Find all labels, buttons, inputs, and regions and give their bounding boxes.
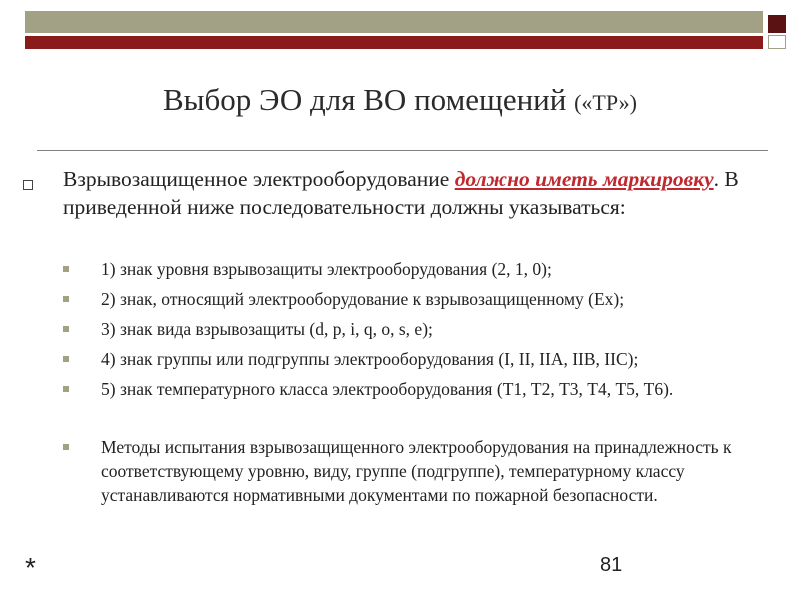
header-olive-bar (25, 11, 763, 33)
main-text-intro: Взрывозащищенное электрооборудование (63, 167, 455, 191)
list-item-text: 5) знак температурного класса электрооборудования (Т1, Т2, Т3, Т4, Т5, Т6). (101, 379, 674, 399)
list-item (63, 435, 793, 507)
footer-asterisk: * (25, 552, 36, 583)
square-bullet-icon (63, 386, 69, 392)
square-bullet-icon (63, 356, 69, 362)
list-item-text: 3) знак вида взрывозащиты (d, p, i, q, o, s, e); (101, 319, 433, 339)
header-square-outline (768, 35, 786, 49)
marking-list (63, 257, 793, 513)
square-bullet-icon (23, 180, 33, 190)
list-item-text: 1) знак уровня взрывозащиты электрооборудования (2, 1, 0); (101, 259, 552, 279)
list-item (63, 317, 793, 341)
square-bullet-icon (63, 326, 69, 332)
main-paragraph (63, 165, 791, 221)
list-item (63, 377, 793, 401)
header-square-dark (768, 15, 786, 33)
square-bullet-icon (63, 296, 69, 302)
header-decoration (25, 11, 789, 49)
header-red-bar (25, 36, 763, 49)
list-item (63, 287, 793, 311)
page-number: 81 (600, 554, 623, 576)
square-bullet-icon (63, 444, 69, 450)
list-item (63, 347, 793, 371)
slide-title (0, 82, 800, 118)
title-divider (37, 150, 768, 151)
list-item (63, 257, 793, 281)
list-item-text: Методы испытания взрывозащищенного электрооборудования на принадлежность к соответствующему уровню, виду, группе (подгруппе), температурному классу устанавливаются нормативными документами по пожарной безопасности. (101, 437, 732, 505)
slide-title-main: Выбор ЭО для ВО помещений (163, 82, 575, 117)
square-bullet-icon (63, 266, 69, 272)
list-item-text: 4) знак группы или подгруппы электрооборудования (I, II, IIA, IIB, IIC); (101, 349, 639, 369)
main-text-rest: . В приведенной ниже последовательности должны указываться: (63, 167, 739, 219)
list-item-text: 2) знак, относящий электрооборудование к взрывозащищенному (Ex); (101, 289, 625, 309)
slide-title-abbrev: («ТР») (574, 90, 637, 115)
main-text-emphasis: должно иметь маркировку (454, 167, 714, 191)
